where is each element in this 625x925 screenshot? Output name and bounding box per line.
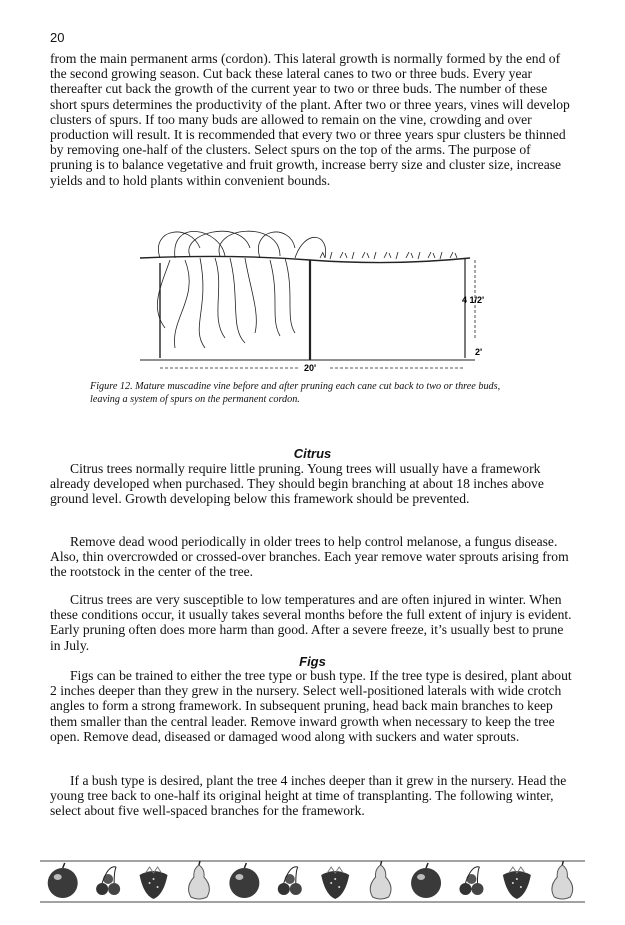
apple-icon [411,863,441,898]
figs-paragraph-2: If a bush type is desired, plant the tree 4 inches deeper than it grew in the nursery. Head the young tree back to one-half its original height at time of transplanting. The following winter, select about five well-spaced branches for the framework. [50,773,567,819]
pear-icon [370,861,391,899]
figs-paragraph-1: Figs can be trained to either the tree type or bush type. If the tree type is desired, plant about 2 inches deeper than they grew in the nursery. Select well-positioned laterals with wide crotch angles to form a strong framework. In subsequent pruning, head back main branches to keep them smaller than the central leader. Remove inward growth when necessary to keep the tree open. Remove dead, diseased or damaged wood along with suckers and water sprouts. [50,668,572,744]
citrus-paragraph-3: Citrus trees are very susceptible to low temperatures and are often injured in winter. When these conditions occur, it usually takes several months before the full extent of injury is evident. Early pruning often does more harm than good. After a severe freeze, it’s usually best to prune in July. [50,592,572,653]
muscadine-vine-figure [130,218,490,378]
pear-icon [552,861,573,899]
cherries-icon [96,867,120,895]
apple-icon [48,863,78,898]
pear-icon [189,861,210,899]
figs-heading: Figs [299,654,326,669]
citrus-heading: Citrus [293,446,332,461]
strawberry-icon [503,867,531,899]
vine-illustration [140,231,475,368]
page-number: 20 [50,30,65,45]
fruit-border-decoration [40,855,585,907]
strawberry-icon [321,867,349,899]
citrus-paragraph-2: Remove dead wood periodically in older trees to help control melanose, a fungus disease. Also, thin overcrowded or crossed-over branches. Each year remove water sprouts arising from the rootstock in the center of the tree. [50,534,569,580]
strawberry-icon [140,867,168,899]
apple-icon [229,863,259,898]
figure-caption: Figure 12. Mature muscadine vine before and after pruning each cane cut back to two or three buds, leaving a system of spurs on the permanent cordon. [90,381,501,405]
cherries-icon [459,867,483,895]
figure-label-small: 2' [475,347,483,357]
figure-label-length: 20' [304,363,317,373]
cherries-icon [278,867,302,895]
figure-label-height: 4 1/2' [462,295,485,305]
intro-paragraph: from the main permanent arms (cordon). This lateral growth is normally formed by the end of the second growing season. Cut back these lateral canes to two or three buds. Every year thereafter cut back the growth of the current year to two or three buds. The number of these short spurs determines the productivity of the plant. After two or three years, vines will develop clusters of spurs. If too many buds are allowed to remain on the vine, crowding and over production will result. It is recommended that every two or three years spur clusters be thinned by removing one-half of the clusters. Select spurs on the top of the arms. The purpose of pruning is to balance vegetative and fruit growth, increase berry size and cluster size, increase yields and to hold plants within convenient bounds. [50,51,570,188]
citrus-paragraph-1: Citrus trees normally require little pruning. Young trees will usually have a framework already developed when purchased. They should begin branching at about 18 inches above ground level. Growth developing below this framework should be prevented. [50,461,544,507]
